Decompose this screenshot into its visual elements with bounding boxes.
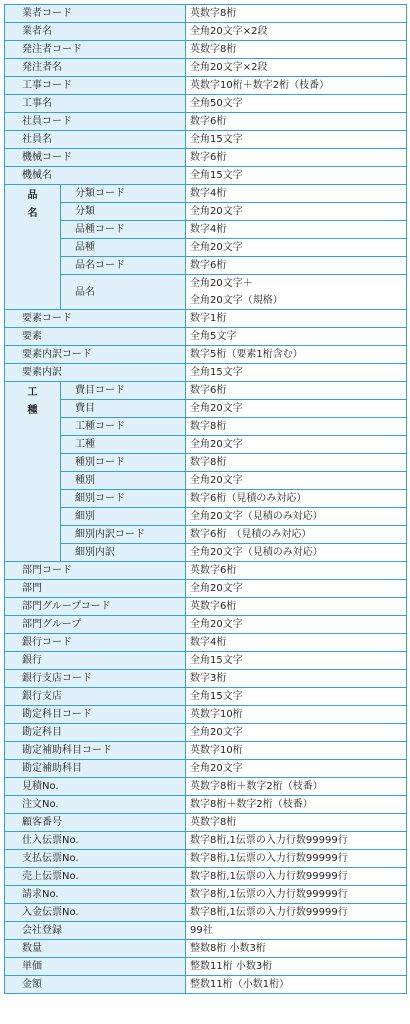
field-name: 機械名 <box>5 167 186 185</box>
table-row <box>5 149 407 167</box>
field-name: 銀行支店コード <box>5 670 186 688</box>
field-spec: 英数字8桁 <box>186 41 407 59</box>
table-row <box>5 634 407 652</box>
field-spec: 数字8桁,1伝票の入力行数99999行 <box>186 832 407 850</box>
table-row <box>5 940 407 958</box>
field-spec: 数字4桁 <box>186 634 407 652</box>
field-spec: 全角20文字×2段 <box>186 23 407 41</box>
field-name: 工種コード <box>61 418 186 436</box>
field-spec: 数字6桁 <box>186 257 407 275</box>
field-name: 会社登録 <box>5 922 186 940</box>
table-row <box>5 868 407 886</box>
field-spec-line: 全角20文字＋ <box>190 278 253 289</box>
field-spec: 全角15文字 <box>186 652 407 670</box>
table-row <box>5 221 407 239</box>
table-row <box>5 742 407 760</box>
table-row <box>5 832 407 850</box>
table-row <box>5 77 407 95</box>
table-row <box>5 5 407 23</box>
field-name: 工事名 <box>5 95 186 113</box>
table-row <box>5 364 407 382</box>
field-name: 銀行 <box>5 652 186 670</box>
field-name: 要素 <box>5 328 186 346</box>
field-spec-line: 全角20文字（規格） <box>190 295 283 306</box>
field-spec: 数字8桁,1伝票の入力行数99999行 <box>186 886 407 904</box>
field-spec: 整数11桁 小数3桁 <box>186 958 407 976</box>
field-name: 機械コード <box>5 149 186 167</box>
table-row <box>5 113 407 131</box>
table-row <box>5 508 407 526</box>
field-name: 種別コード <box>61 454 186 472</box>
field-spec: 数字6桁 <box>186 382 407 400</box>
field-name: 勘定科目 <box>5 724 186 742</box>
table-row <box>5 472 407 490</box>
table-row <box>5 59 407 77</box>
field-spec: 全角20文字 <box>186 239 407 257</box>
table-row <box>5 239 407 257</box>
field-name: 分類 <box>61 203 186 221</box>
field-name: 業者名 <box>5 23 186 41</box>
field-spec: 英数字8桁＋数字2桁（枝番） <box>186 778 407 796</box>
table-row <box>5 400 407 418</box>
table-row <box>5 95 407 113</box>
field-name: 品種 <box>61 239 186 257</box>
table-row <box>5 706 407 724</box>
field-name: 勘定補助科目コード <box>5 742 186 760</box>
table-row <box>5 131 407 149</box>
field-name: 種別 <box>61 472 186 490</box>
table-row <box>5 652 407 670</box>
table-row <box>5 616 407 634</box>
group-label-char: 品 <box>27 190 38 201</box>
field-spec: 全角20文字 <box>186 580 407 598</box>
table-row <box>5 490 407 508</box>
field-name: 見積No. <box>5 778 186 796</box>
field-name: 入金伝票No. <box>5 904 186 922</box>
table-row <box>5 688 407 706</box>
field-spec: 全角20文字×2段 <box>186 59 407 77</box>
table-row <box>5 760 407 778</box>
table-row <box>5 436 407 454</box>
table-row <box>5 922 407 940</box>
table-row <box>5 41 407 59</box>
field-name: 工事コード <box>5 77 186 95</box>
field-name: 銀行コード <box>5 634 186 652</box>
table-row <box>5 724 407 742</box>
field-spec: 数字8桁＋数字2桁（枝番） <box>186 796 407 814</box>
field-spec: 全角15文字 <box>186 167 407 185</box>
field-name: 社員名 <box>5 131 186 149</box>
field-name: 発注者名 <box>5 59 186 77</box>
table-row <box>5 275 407 310</box>
field-spec: 数字8桁,1伝票の入力行数99999行 <box>186 868 407 886</box>
group-label-char: 工 <box>27 387 38 398</box>
field-name: 細別内訳コード <box>61 526 186 544</box>
field-spec: 英数字8桁 <box>186 5 407 23</box>
field-name: 仕入伝票No. <box>5 832 186 850</box>
group-label-char: 名 <box>27 208 38 219</box>
field-name: 社員コード <box>5 113 186 131</box>
table-row <box>5 886 407 904</box>
field-name: 費目コード <box>61 382 186 400</box>
field-spec: 全角20文字 <box>186 472 407 490</box>
field-spec: 数字4桁 <box>186 221 407 239</box>
table-row <box>5 958 407 976</box>
table-row <box>5 796 407 814</box>
table-row <box>5 454 407 472</box>
table-row <box>5 562 407 580</box>
field-spec: 英数字8桁 <box>186 814 407 832</box>
field-spec: 全角20文字 <box>186 400 407 418</box>
table-row <box>5 185 407 203</box>
field-name: 発注者コード <box>5 41 186 59</box>
table-row <box>5 580 407 598</box>
field-name: 部門グループ <box>5 616 186 634</box>
spec-table-body <box>5 5 407 994</box>
field-name: 金額 <box>5 976 186 994</box>
field-spec: 数字1桁 <box>186 310 407 328</box>
field-name: 部門コード <box>5 562 186 580</box>
field-spec: 全角20文字 <box>186 203 407 221</box>
field-name: 分類コード <box>61 185 186 203</box>
field-name: 勘定科目コード <box>5 706 186 724</box>
table-row <box>5 850 407 868</box>
table-row <box>5 670 407 688</box>
table-row <box>5 346 407 364</box>
table-row <box>5 778 407 796</box>
field-name: 費目 <box>61 400 186 418</box>
table-row <box>5 310 407 328</box>
spec-table <box>4 4 407 994</box>
table-row <box>5 814 407 832</box>
field-spec: 全角20文字 <box>186 616 407 634</box>
field-name: 業者コード <box>5 5 186 23</box>
field-spec: 全角15文字 <box>186 364 407 382</box>
field-name: 要素内訳コード <box>5 346 186 364</box>
field-name: 品名 <box>61 275 186 310</box>
table-row <box>5 598 407 616</box>
field-spec: 数字6桁 <box>186 149 407 167</box>
table-row <box>5 382 407 400</box>
field-name: 工種 <box>61 436 186 454</box>
field-spec: 全角20文字 <box>186 724 407 742</box>
field-spec: 全角5文字 <box>186 328 407 346</box>
field-name: 支払伝票No. <box>5 850 186 868</box>
field-name: 勘定補助科目 <box>5 760 186 778</box>
field-name: 売上伝票No. <box>5 868 186 886</box>
table-row <box>5 976 407 994</box>
field-spec: 全角20文字（見積のみ対応） <box>186 544 407 562</box>
field-spec: 整数11桁（小数1桁） <box>186 976 407 994</box>
table-row <box>5 418 407 436</box>
field-spec: 英数字6桁 <box>186 562 407 580</box>
field-name: 注文No. <box>5 796 186 814</box>
table-row <box>5 544 407 562</box>
field-spec: 英数字6桁 <box>186 598 407 616</box>
field-spec: 数字8桁 <box>186 418 407 436</box>
field-spec: 数字5桁（要素1桁含む） <box>186 346 407 364</box>
field-spec: 数字8桁 <box>186 454 407 472</box>
field-spec <box>186 275 407 310</box>
koshu-group-label <box>5 382 61 562</box>
field-spec: 全角20文字 <box>186 760 407 778</box>
field-name: 細別 <box>61 508 186 526</box>
hinmei-group-label <box>5 185 61 310</box>
field-spec: 数字8桁,1伝票の入力行数99999行 <box>186 904 407 922</box>
field-name: 要素コード <box>5 310 186 328</box>
field-spec: 数字6桁 （見積のみ対応） <box>186 526 407 544</box>
field-spec: 全角15文字 <box>186 688 407 706</box>
group-label-char: 種 <box>27 405 38 416</box>
field-spec: 整数8桁 小数3桁 <box>186 940 407 958</box>
field-name: 顧客番号 <box>5 814 186 832</box>
field-name: 銀行支店 <box>5 688 186 706</box>
field-spec: 英数字10桁 <box>186 742 407 760</box>
field-name: 単価 <box>5 958 186 976</box>
field-name: 部門 <box>5 580 186 598</box>
field-spec: 99社 <box>186 922 407 940</box>
field-spec: 全角15文字 <box>186 131 407 149</box>
table-row <box>5 167 407 185</box>
field-name: 品名コード <box>61 257 186 275</box>
field-spec: 全角20文字（見積のみ対応） <box>186 508 407 526</box>
field-spec: 数字8桁,1伝票の入力行数99999行 <box>186 850 407 868</box>
table-row <box>5 23 407 41</box>
field-spec: 全角20文字 <box>186 436 407 454</box>
table-row <box>5 203 407 221</box>
field-spec: 英数字10桁＋数字2桁（枝番） <box>186 77 407 95</box>
field-name: 細別内訳 <box>61 544 186 562</box>
field-spec: 英数字10桁 <box>186 706 407 724</box>
field-spec: 全角50文字 <box>186 95 407 113</box>
table-row <box>5 904 407 922</box>
field-spec: 数字3桁 <box>186 670 407 688</box>
field-spec: 数字6桁（見積のみ対応） <box>186 490 407 508</box>
field-name: 数量 <box>5 940 186 958</box>
field-name: 請求No. <box>5 886 186 904</box>
field-name: 細別コード <box>61 490 186 508</box>
field-spec: 数字4桁 <box>186 185 407 203</box>
field-name: 要素内訳 <box>5 364 186 382</box>
table-row <box>5 526 407 544</box>
table-row <box>5 328 407 346</box>
field-name: 品種コード <box>61 221 186 239</box>
field-name: 部門グループコード <box>5 598 186 616</box>
table-row <box>5 257 407 275</box>
field-spec: 数字6桁 <box>186 113 407 131</box>
